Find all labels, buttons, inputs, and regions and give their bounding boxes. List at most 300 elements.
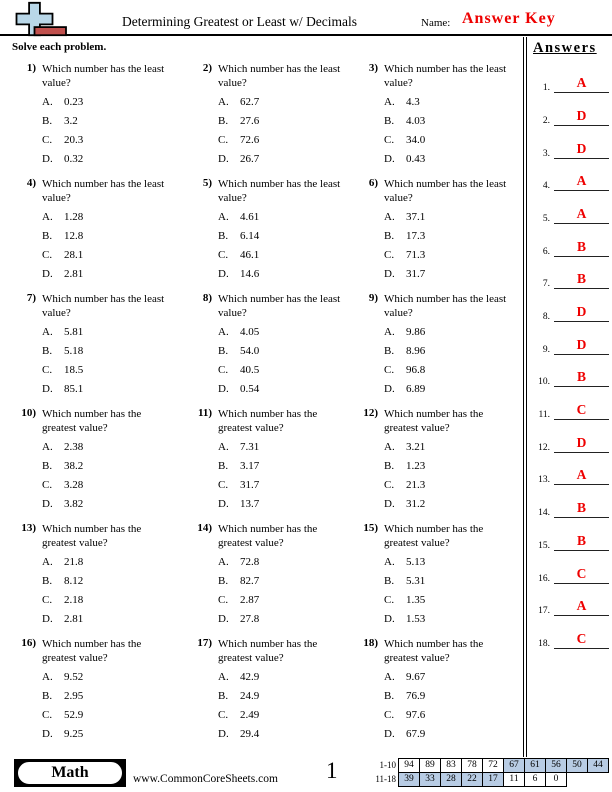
question-options — [42, 556, 188, 632]
answer-letter: D — [576, 140, 587, 156]
answer-key-text: Answer Key — [462, 10, 556, 27]
option-value: 71.3 — [406, 248, 426, 261]
answer-letter: C — [576, 565, 587, 581]
question-prompt: Which number has the greatest value? — [384, 407, 484, 434]
answer-letter: A — [576, 75, 587, 91]
question-prompt: Which number has the least value? — [384, 292, 507, 319]
question-header — [188, 637, 354, 666]
option-letter: C. — [42, 363, 53, 376]
question-header — [188, 522, 354, 551]
option-value: 2.49 — [240, 708, 260, 721]
answer-blank — [554, 532, 609, 551]
question-options — [384, 326, 520, 402]
option-row — [42, 249, 188, 268]
option-row — [42, 594, 188, 613]
question-number: 6) — [368, 176, 378, 189]
question-block — [188, 62, 354, 177]
option-row — [42, 498, 188, 517]
question-header — [12, 407, 188, 436]
option-row — [384, 364, 520, 383]
option-value: 31.7 — [240, 478, 260, 491]
option-value: 1.35 — [406, 593, 426, 606]
question-prompt: Which number has the greatest value? — [42, 407, 142, 434]
option-row — [42, 556, 188, 575]
option-row — [218, 249, 354, 268]
answer-number: 7. — [542, 279, 550, 290]
option-row — [384, 498, 520, 517]
question-options — [218, 671, 354, 747]
answer-item — [527, 159, 612, 192]
score-cell: 56 — [545, 758, 567, 773]
answer-blank — [554, 270, 609, 289]
question-prompt: Which number has the least value? — [42, 62, 165, 89]
question-options — [218, 441, 354, 517]
answer-blank — [554, 401, 609, 420]
option-value: 3.17 — [240, 459, 260, 472]
option-row — [218, 326, 354, 345]
answer-blank — [554, 74, 609, 93]
option-value: 96.8 — [406, 363, 426, 376]
question-number: 7) — [26, 291, 36, 304]
question-header — [354, 407, 520, 436]
answer-item — [527, 289, 612, 322]
question-options — [384, 671, 520, 747]
answer-blank — [554, 205, 609, 224]
option-row — [218, 613, 354, 632]
question-number: 3) — [368, 61, 378, 74]
answer-blank — [554, 368, 609, 387]
option-value: 0.54 — [240, 382, 260, 395]
answer-item — [527, 355, 612, 388]
option-value: 72.8 — [240, 555, 260, 568]
option-letter: A. — [42, 95, 53, 108]
option-row — [218, 594, 354, 613]
option-row — [218, 441, 354, 460]
option-value: 2.81 — [64, 612, 84, 625]
option-value: 5.13 — [406, 555, 426, 568]
answers-list — [527, 61, 612, 649]
option-letter: A. — [218, 670, 229, 683]
option-letter: B. — [42, 344, 53, 357]
option-row — [384, 326, 520, 345]
score-cell: 0 — [545, 772, 567, 787]
option-letter: C. — [384, 478, 395, 491]
option-letter: D. — [42, 152, 53, 165]
answer-blank — [554, 434, 609, 453]
option-letter: D. — [384, 382, 395, 395]
answer-item — [527, 387, 612, 420]
option-letter: B. — [42, 114, 53, 127]
answer-letter: B — [576, 500, 586, 516]
question-number: 14) — [197, 521, 212, 534]
option-letter: B. — [218, 689, 229, 702]
answer-item — [527, 191, 612, 224]
option-letter: D. — [218, 497, 229, 510]
option-letter: C. — [384, 363, 395, 376]
option-row — [42, 134, 188, 153]
answers-panel — [523, 37, 612, 758]
option-value: 40.5 — [240, 363, 260, 376]
option-row — [42, 364, 188, 383]
score-cell: 72 — [482, 758, 504, 773]
question-block — [354, 177, 520, 292]
answer-blank — [554, 107, 609, 126]
question-header — [188, 407, 354, 436]
score-cell: 83 — [440, 758, 462, 773]
answer-item — [527, 551, 612, 584]
answer-item — [527, 126, 612, 159]
score-cell: 39 — [398, 772, 420, 787]
answer-number: 14. — [538, 508, 550, 519]
score-cell: 50 — [566, 758, 588, 773]
page-footer — [0, 757, 612, 792]
answer-item — [527, 322, 612, 355]
option-value: 17.3 — [406, 229, 426, 242]
option-letter: B. — [384, 114, 395, 127]
option-value: 2.81 — [64, 267, 84, 280]
question-options — [218, 556, 354, 632]
answer-number: 2. — [542, 115, 550, 126]
score-row — [364, 772, 609, 787]
answer-item — [527, 61, 612, 94]
question-block — [354, 62, 520, 177]
option-letter: B. — [42, 229, 53, 242]
worksheet-title: Determining Greatest or Least w/ Decimals — [122, 14, 358, 29]
question-options — [42, 671, 188, 747]
option-row — [218, 479, 354, 498]
option-row — [218, 498, 354, 517]
question-number: 17) — [197, 636, 212, 649]
option-value: 76.9 — [406, 689, 426, 702]
option-value: 2.87 — [240, 593, 260, 606]
option-row — [42, 383, 188, 402]
option-letter: C. — [218, 248, 229, 261]
answers-heading: Answers — [533, 39, 597, 56]
answer-item — [527, 518, 612, 551]
answer-blank — [554, 466, 609, 485]
option-row — [218, 211, 354, 230]
option-row — [42, 153, 188, 172]
option-row — [42, 268, 188, 287]
question-options — [42, 211, 188, 287]
answer-number: 12. — [538, 442, 550, 453]
option-value: 8.96 — [406, 344, 426, 357]
option-letter: D. — [218, 612, 229, 625]
question-block — [354, 292, 520, 407]
question-header — [354, 522, 520, 551]
option-letter: A. — [384, 440, 395, 453]
score-range-label: 11-18 — [375, 774, 396, 784]
option-row — [384, 690, 520, 709]
question-block — [188, 407, 354, 522]
option-letter: D. — [384, 612, 395, 625]
option-value: 82.7 — [240, 574, 260, 587]
option-row — [384, 575, 520, 594]
question-prompt: Which number has the greatest value? — [218, 522, 318, 549]
option-row — [42, 613, 188, 632]
website-url: www.CommonCoreSheets.com — [133, 773, 278, 785]
question-options — [384, 441, 520, 517]
option-letter: D. — [42, 267, 53, 280]
score-cell: 61 — [524, 758, 546, 773]
option-letter: D. — [384, 267, 395, 280]
question-prompt: Which number has the least value? — [384, 177, 507, 204]
answer-number: 6. — [542, 246, 550, 257]
option-value: 28.1 — [64, 248, 84, 261]
option-letter: D. — [218, 267, 229, 280]
answer-letter: D — [576, 434, 587, 450]
option-value: 9.52 — [64, 670, 84, 683]
answer-blank — [554, 565, 609, 584]
option-value: 97.6 — [406, 708, 426, 721]
question-header — [12, 177, 188, 206]
option-letter: D. — [384, 727, 395, 740]
instructions-text: Solve each problem. — [12, 40, 107, 53]
question-block — [12, 177, 188, 292]
option-row — [384, 441, 520, 460]
option-value: 24.9 — [240, 689, 260, 702]
question-prompt: Which number has the least value? — [384, 62, 507, 89]
question-header — [354, 292, 520, 321]
option-letter: B. — [218, 229, 229, 242]
question-block — [354, 522, 520, 637]
option-value: 52.9 — [64, 708, 84, 721]
option-row — [42, 211, 188, 230]
question-number: 18) — [363, 636, 378, 649]
answer-blank — [554, 172, 609, 191]
answer-number: 8. — [542, 312, 550, 322]
answer-letter: B — [576, 532, 586, 548]
question-block — [12, 62, 188, 177]
answer-item — [527, 453, 612, 486]
option-letter: A. — [42, 555, 53, 568]
option-value: 62.7 — [240, 95, 260, 108]
option-row — [218, 268, 354, 287]
score-cell: 78 — [461, 758, 483, 773]
option-value: 29.4 — [240, 727, 260, 740]
option-letter: A. — [384, 555, 395, 568]
option-row — [384, 345, 520, 364]
name-label: Name: — [421, 17, 451, 29]
option-row — [384, 613, 520, 632]
option-letter: B. — [42, 574, 53, 587]
option-value: 72.6 — [240, 133, 260, 146]
answer-number: 5. — [542, 213, 550, 224]
option-letter: A. — [218, 210, 229, 223]
option-row — [218, 364, 354, 383]
score-cell: 94 — [398, 758, 420, 773]
option-value: 2.95 — [64, 689, 84, 702]
option-letter: B. — [384, 689, 395, 702]
question-block — [12, 522, 188, 637]
answer-item — [527, 420, 612, 453]
option-value: 27.8 — [240, 612, 260, 625]
question-header — [12, 522, 188, 551]
option-row — [384, 460, 520, 479]
answer-blank — [554, 336, 609, 355]
option-row — [42, 326, 188, 345]
option-value: 27.6 — [240, 114, 260, 127]
option-letter: A. — [42, 670, 53, 683]
option-value: 4.3 — [406, 95, 420, 108]
question-block — [12, 292, 188, 407]
question-block — [188, 177, 354, 292]
option-value: 67.9 — [406, 727, 426, 740]
answer-number: 4. — [542, 181, 550, 192]
option-letter: B. — [218, 574, 229, 587]
option-value: 26.7 — [240, 152, 260, 165]
answer-item — [527, 93, 612, 126]
question-header — [354, 637, 520, 666]
page-number: 1 — [326, 758, 338, 783]
option-letter: A. — [384, 325, 395, 338]
option-value: 21.8 — [64, 555, 84, 568]
option-row — [218, 153, 354, 172]
option-value: 4.61 — [240, 210, 260, 223]
score-range-label: 1-10 — [379, 760, 396, 770]
option-letter: D. — [218, 382, 229, 395]
answer-blank — [554, 597, 609, 616]
answer-letter: A — [576, 205, 587, 221]
option-row — [218, 115, 354, 134]
option-row — [218, 230, 354, 249]
option-letter: A. — [218, 325, 229, 338]
question-prompt: Which number has the greatest value? — [384, 637, 484, 664]
answer-number: 17. — [538, 606, 550, 617]
answer-blank — [554, 630, 609, 649]
option-letter: B. — [384, 574, 395, 587]
score-cell: 17 — [482, 772, 504, 787]
question-number: 4) — [26, 176, 36, 189]
answer-letter: B — [576, 238, 586, 254]
answer-item — [527, 257, 612, 290]
option-row — [384, 594, 520, 613]
content-area — [0, 37, 612, 758]
option-value: 3.82 — [64, 497, 84, 510]
option-row — [218, 556, 354, 575]
answer-item — [527, 485, 612, 518]
option-row — [42, 690, 188, 709]
option-letter: D. — [42, 727, 53, 740]
option-letter: A. — [218, 440, 229, 453]
question-block — [354, 637, 520, 752]
score-row — [364, 758, 609, 773]
option-value: 3.21 — [406, 440, 426, 453]
option-value: 38.2 — [64, 459, 84, 472]
question-header — [188, 292, 354, 321]
option-letter: C. — [384, 708, 395, 721]
question-header — [188, 62, 354, 91]
answer-letter: B — [576, 369, 586, 385]
answer-blank — [554, 140, 609, 159]
option-row — [42, 709, 188, 728]
question-options — [384, 96, 520, 172]
option-row — [42, 441, 188, 460]
option-letter: A. — [218, 555, 229, 568]
option-letter: D. — [42, 497, 53, 510]
score-table — [364, 758, 609, 787]
option-letter: D. — [384, 152, 395, 165]
option-value: 4.05 — [240, 325, 260, 338]
question-block — [188, 637, 354, 752]
option-row — [42, 230, 188, 249]
answer-item — [527, 616, 612, 649]
option-value: 14.6 — [240, 267, 260, 280]
option-letter: B. — [218, 459, 229, 472]
question-header — [12, 637, 188, 666]
option-row — [218, 690, 354, 709]
answer-letter: A — [576, 598, 587, 614]
question-block — [12, 407, 188, 522]
option-value: 0.32 — [64, 152, 84, 165]
answer-letter: A — [576, 467, 587, 483]
option-row — [384, 268, 520, 287]
option-value: 46.1 — [240, 248, 260, 261]
question-number: 9) — [368, 291, 378, 304]
question-prompt: Which number has the least value? — [218, 62, 341, 89]
question-prompt: Which number has the greatest value? — [218, 637, 318, 664]
answer-number: 3. — [542, 148, 550, 159]
option-letter: C. — [42, 478, 53, 491]
option-letter: A. — [42, 325, 53, 338]
option-letter: A. — [384, 210, 395, 223]
answer-letter: D — [576, 336, 587, 352]
answer-number: 16. — [538, 573, 550, 584]
option-letter: D. — [42, 382, 53, 395]
question-options — [218, 211, 354, 287]
option-row — [384, 249, 520, 268]
question-number: 8) — [202, 291, 212, 304]
answer-number: 15. — [538, 540, 550, 551]
question-header — [188, 177, 354, 206]
subject-badge-label: Math — [17, 761, 123, 785]
answer-letter: A — [576, 173, 587, 189]
answer-letter: C — [576, 630, 587, 646]
option-letter: C. — [42, 248, 53, 261]
question-options — [384, 211, 520, 287]
option-value: 2.38 — [64, 440, 84, 453]
option-letter: C. — [384, 248, 395, 261]
option-value: 9.67 — [406, 670, 426, 683]
problems-area — [0, 37, 523, 758]
question-prompt: Which number has the greatest value? — [42, 522, 142, 549]
option-letter: C. — [384, 593, 395, 606]
option-value: 34.0 — [406, 133, 426, 146]
score-cell: 89 — [419, 758, 441, 773]
question-number: 1) — [26, 61, 36, 74]
option-value: 42.9 — [240, 670, 260, 683]
answer-number: 1. — [542, 83, 550, 94]
question-options — [384, 556, 520, 632]
score-cell: 44 — [587, 758, 609, 773]
score-cell: 6 — [524, 772, 546, 787]
question-options — [218, 96, 354, 172]
option-row — [42, 115, 188, 134]
question-prompt: Which number has the least value? — [42, 177, 165, 204]
question-number: 13) — [21, 521, 36, 534]
option-value: 4.03 — [406, 114, 426, 127]
option-letter: A. — [42, 440, 53, 453]
question-options — [42, 96, 188, 172]
option-value: 85.1 — [64, 382, 84, 395]
answer-item — [527, 224, 612, 257]
option-value: 0.43 — [406, 152, 426, 165]
option-row — [384, 230, 520, 249]
option-value: 31.2 — [406, 497, 426, 510]
option-row — [42, 575, 188, 594]
option-letter: C. — [218, 708, 229, 721]
question-prompt: Which number has the least value? — [218, 292, 341, 319]
